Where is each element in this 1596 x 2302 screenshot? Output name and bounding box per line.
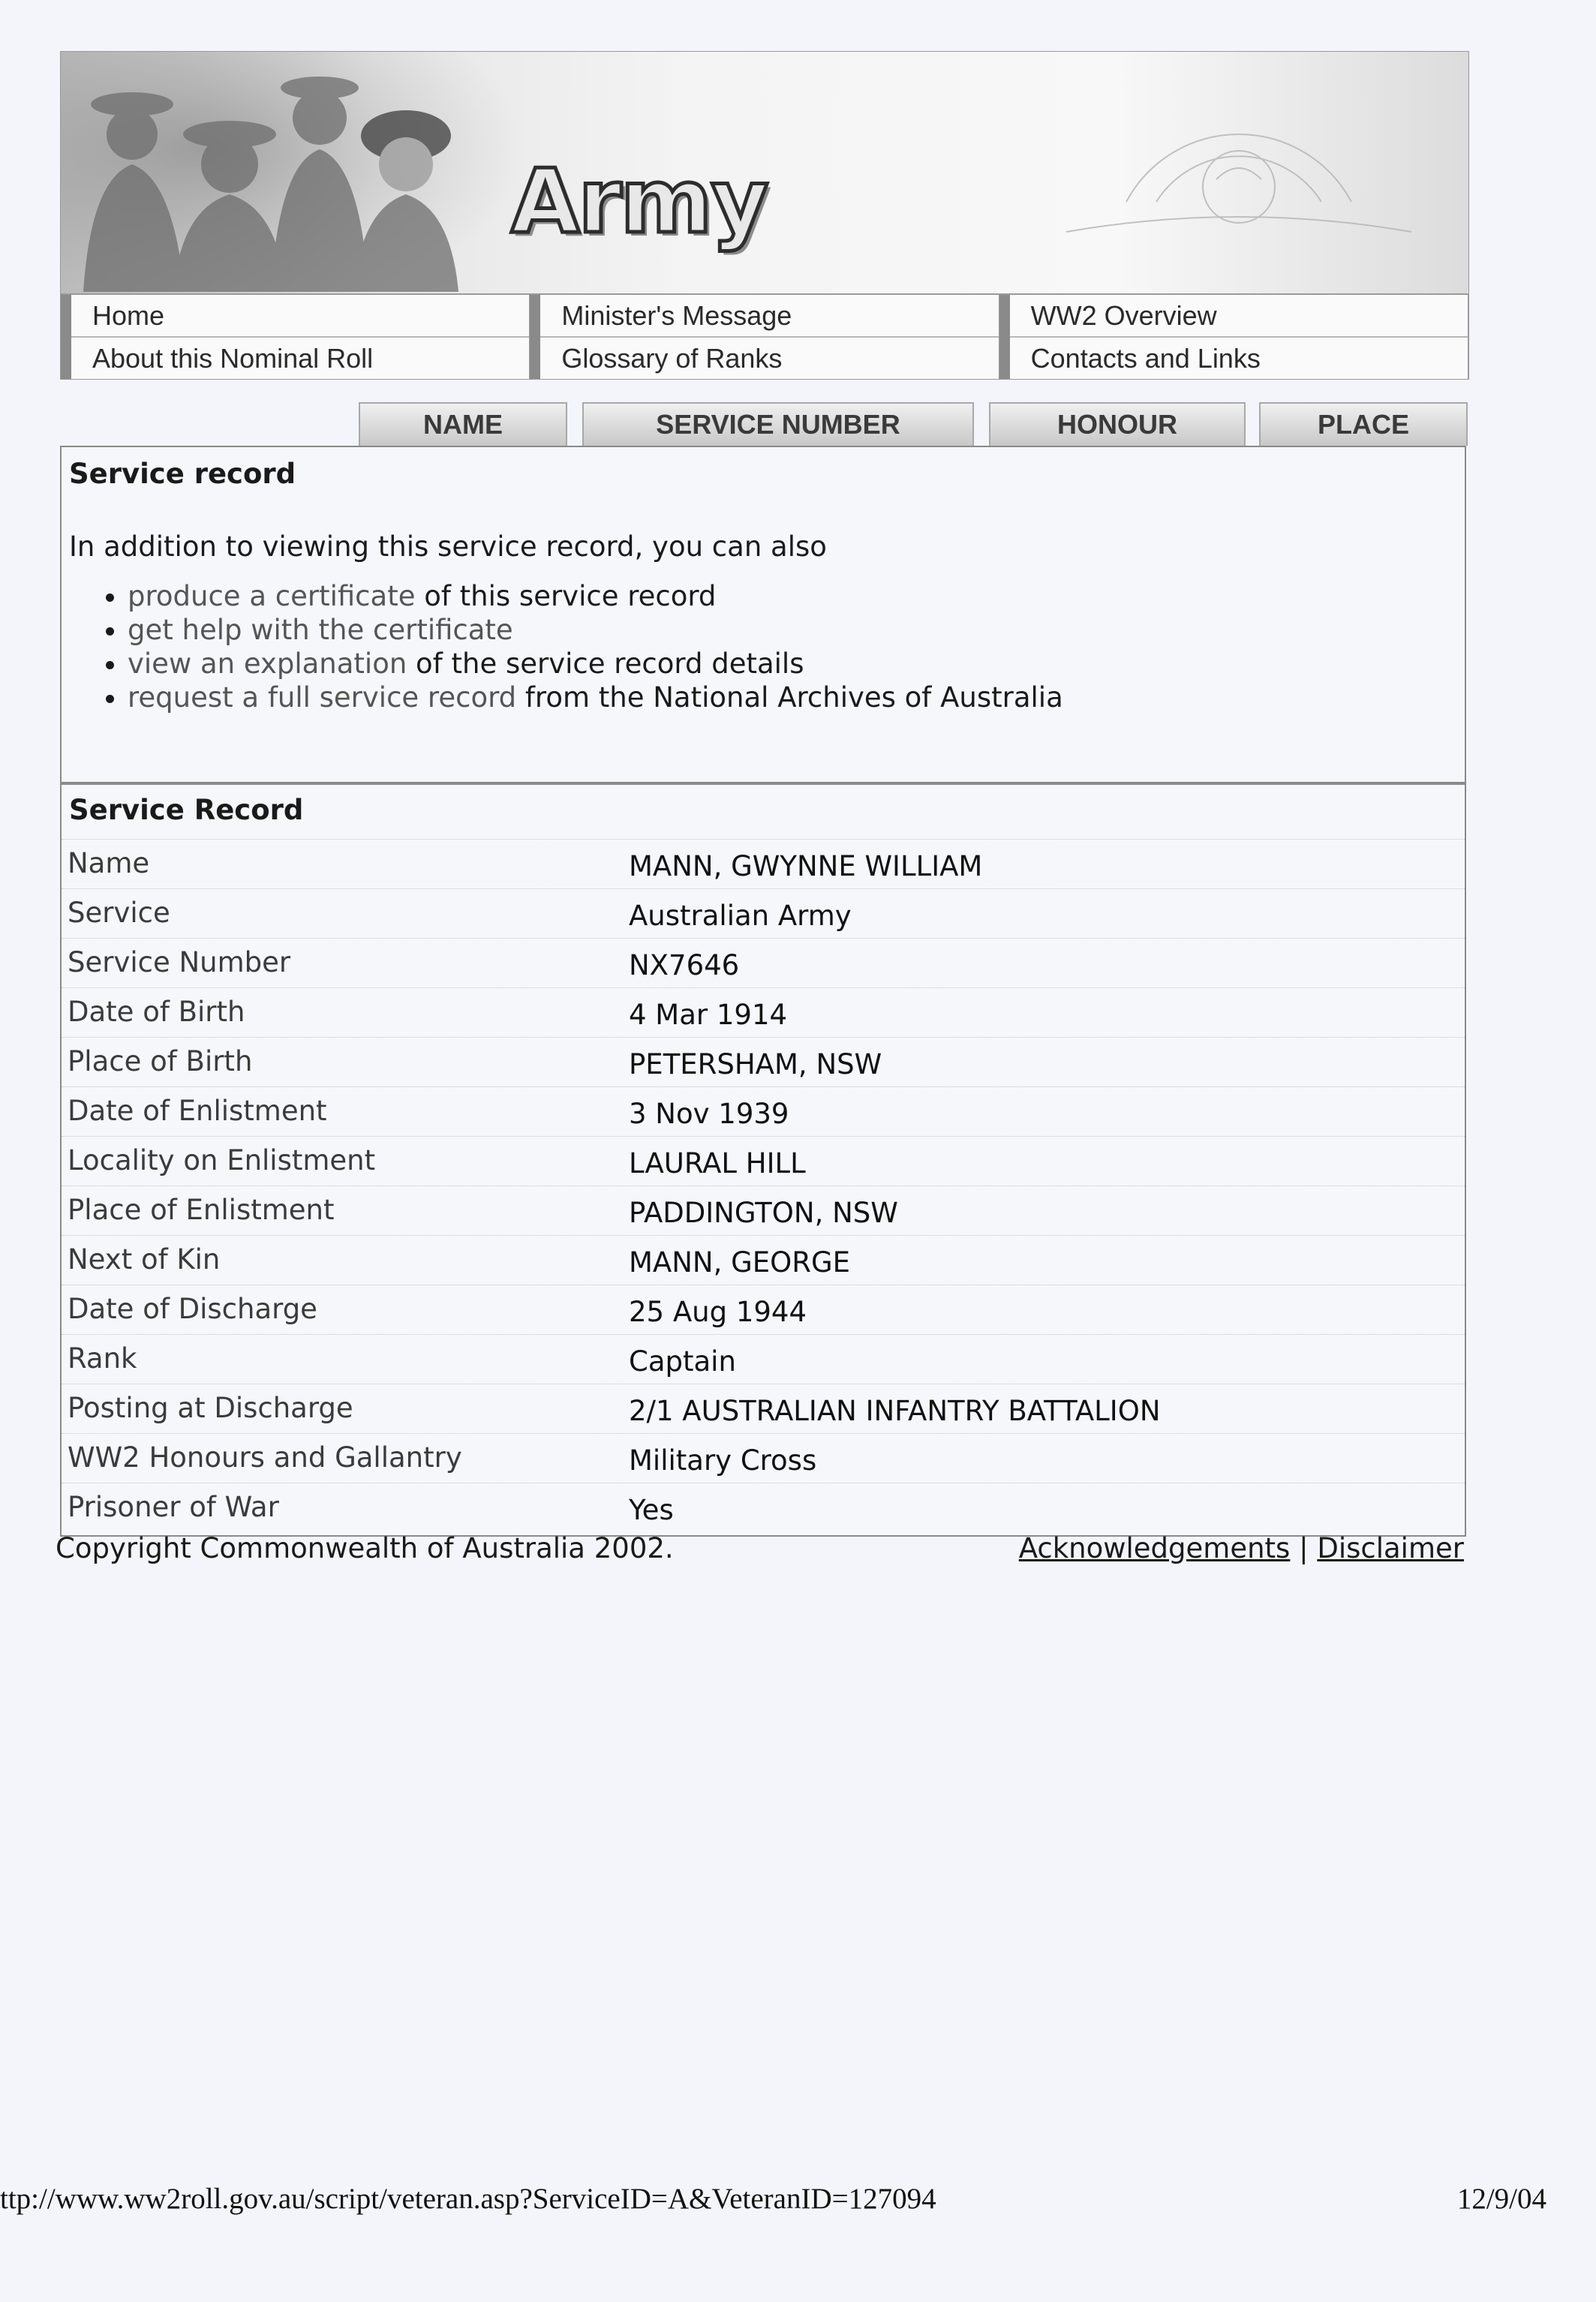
table-row	[62, 1285, 1465, 1335]
field-value: Yes	[629, 1494, 674, 1526]
field-label: Date of Discharge	[68, 1293, 317, 1325]
field-value: 4 Mar 1914	[629, 999, 788, 1031]
acknowledgements-link[interactable]: Acknowledgements	[1018, 1532, 1291, 1564]
nav-column-1	[61, 295, 530, 379]
table-row	[62, 1235, 1465, 1285]
list-item	[128, 613, 1465, 647]
table-row	[62, 938, 1465, 988]
field-value: PETERSHAM, NSW	[629, 1048, 882, 1080]
field-value: MANN, GEORGE	[629, 1246, 851, 1279]
nav-link-ministers-message[interactable]: Minister's Message	[540, 295, 998, 338]
field-value: 25 Aug 1944	[629, 1296, 807, 1328]
record-title: Service Record	[69, 794, 304, 826]
view-explanation-link[interactable]: view an explanation	[128, 648, 407, 680]
table-row	[62, 987, 1465, 1038]
field-value: Australian Army	[629, 900, 852, 932]
footer-links	[1019, 1532, 1464, 1564]
army-logo-title: Army	[511, 149, 768, 253]
service-record-options-panel	[60, 446, 1466, 783]
nav-link-contacts-and-links[interactable]: Contacts and Links	[1030, 342, 1261, 374]
produce-certificate-link[interactable]: produce a certificate	[128, 580, 416, 612]
disclaimer-link[interactable]: Disclaimer	[1317, 1532, 1464, 1564]
printed-date: 12/9/04	[1456, 2183, 1546, 2215]
field-value: PADDINGTON, NSW	[629, 1197, 898, 1229]
options-list	[62, 579, 1465, 714]
field-label: WW2 Honours and Gallantry	[68, 1441, 462, 1474]
field-label: Date of Birth	[68, 996, 245, 1028]
tab-name[interactable]: NAME	[359, 402, 567, 446]
request-full-record-link[interactable]: request a full service record	[128, 681, 517, 714]
table-row	[62, 1334, 1465, 1384]
certificate-help-link[interactable]: get help with the certificate	[128, 614, 513, 646]
tab-honour[interactable]: HONOUR	[989, 402, 1246, 446]
field-value: Captain	[629, 1345, 736, 1378]
field-value: MANN, GWYNNE WILLIAM	[629, 850, 983, 882]
tab-place[interactable]: PLACE	[1259, 402, 1468, 446]
panel-title: Service record	[69, 458, 296, 490]
nav-column-2	[530, 295, 999, 379]
nav-link-ww2-overview[interactable]: WW2 Overview	[1010, 295, 1468, 338]
footer-separator: |	[1299, 1532, 1309, 1564]
option-text: from the National Archives of Australia	[516, 681, 1063, 714]
field-label: Place of Birth	[68, 1045, 253, 1077]
field-value: 3 Nov 1939	[629, 1098, 789, 1130]
table-row	[62, 1086, 1465, 1137]
field-label: Posting at Discharge	[68, 1392, 353, 1424]
table-row	[62, 1037, 1465, 1087]
field-value: Military Cross	[629, 1444, 817, 1477]
list-item	[128, 579, 1465, 613]
field-label: Service Number	[68, 946, 291, 978]
list-item	[128, 647, 1465, 681]
table-row	[62, 839, 1465, 889]
tab-service-number[interactable]: SERVICE NUMBER	[582, 402, 974, 446]
table-row	[62, 1433, 1465, 1483]
table-row	[62, 1483, 1465, 1533]
list-item	[128, 681, 1465, 714]
field-label: Rank	[68, 1342, 137, 1375]
table-row	[62, 1186, 1465, 1236]
field-value: 2/1 AUSTRALIAN INFANTRY BATTALION	[629, 1395, 1161, 1427]
nav-column-3	[999, 295, 1468, 379]
field-label: Next of Kin	[68, 1243, 221, 1276]
field-label: Date of Enlistment	[68, 1095, 327, 1127]
main-navigation	[60, 294, 1469, 380]
field-label: Locality on Enlistment	[68, 1144, 376, 1177]
service-record-table	[60, 783, 1466, 1537]
nav-link-home[interactable]: Home	[71, 295, 529, 338]
table-row	[62, 1384, 1465, 1434]
copyright-notice: Copyright Commonwealth of Australia 2002.	[56, 1532, 674, 1564]
field-label: Prisoner of War	[68, 1491, 279, 1523]
option-text: of the service record details	[407, 648, 804, 680]
table-row	[62, 1136, 1465, 1186]
intro-text: In addition to viewing this service record, you can also	[69, 530, 827, 563]
field-value: LAURAL HILL	[629, 1147, 806, 1180]
printed-page-url: ttp://www.ww2roll.gov.au/script/veteran.asp?ServiceID=A&VeteranID=127094	[0, 2183, 936, 2215]
nav-link-glossary-of-ranks[interactable]: Glossary of Ranks	[561, 342, 783, 374]
header-banner	[60, 51, 1469, 294]
field-label: Service	[68, 897, 170, 929]
field-label: Name	[68, 847, 150, 879]
table-row	[62, 888, 1465, 939]
option-text: of this service record	[415, 580, 717, 612]
nav-link-about-nominal-roll[interactable]: About this Nominal Roll	[92, 342, 374, 374]
field-value: NX7646	[629, 949, 740, 981]
field-label: Place of Enlistment	[68, 1194, 335, 1226]
